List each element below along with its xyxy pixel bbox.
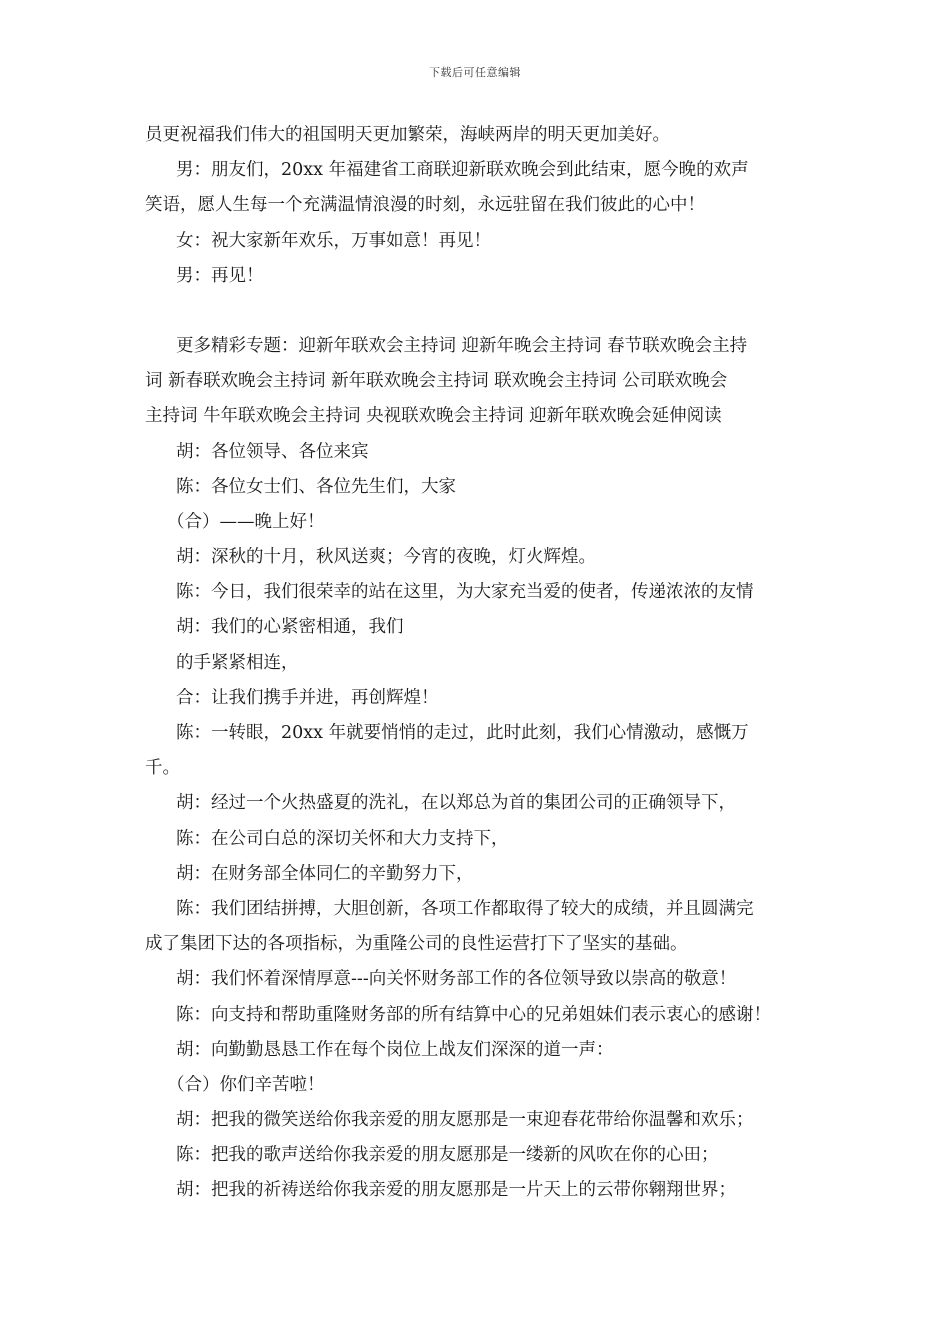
text-line: 胡：各位领导、各位来宾 [176, 441, 369, 462]
text-line: 成了集团下达的各项指标，为重隆公司的良性运营打下了坚实的基础。 [145, 934, 688, 955]
text-line: 千。 [145, 758, 180, 779]
text-line: 的手紧紧相连， [176, 652, 299, 673]
document-body [145, 118, 815, 1209]
text-line: （合）你们辛苦啦！ [167, 1074, 325, 1095]
text-line: 胡：向勤勤恳恳工作在每个岗位上战友们深深的道一声： [176, 1039, 614, 1060]
text-line: 胡：经过一个火热盛夏的洗礼，在以郑总为首的集团公司的正确领导下， [176, 793, 736, 814]
text-line: 男：再见！ [176, 265, 264, 286]
page-header: 下载后可任意编辑 [429, 66, 521, 79]
text-line: 陈：在公司白总的深切关怀和大力支持下， [176, 828, 509, 849]
text-line: 胡：我们怀着深情厚意---向关怀财务部工作的各位领导致以崇高的敬意！ [176, 969, 737, 990]
text-line: 胡：我们的心紧密相通，我们 [176, 617, 404, 638]
text-line: 合：让我们携手并进，再创辉煌！ [176, 687, 439, 708]
text-line: 词 新春联欢晚会主持词 新年联欢晚会主持词 联欢晚会主持词 公司联欢晚会 [145, 371, 728, 392]
text-line: 主持词 牛年联欢晚会主持词 央视联欢晚会主持词 迎新年联欢晚会延伸阅读 [145, 406, 722, 427]
text-line: 陈：一转眼，20xx 年就要悄悄的走过，此时此刻，我们心情激动，感慨万 [176, 723, 749, 743]
text-line: 胡：在财务部全体同仁的辛勤努力下， [176, 863, 474, 884]
text-line: 陈：我们团结拼搏，大胆创新，各项工作都取得了较大的成绩，并且圆满完 [176, 898, 754, 919]
paragraph-gap [145, 294, 815, 329]
text-line: 员更祝福我们伟大的祖国明天更加繁荣，海峡两岸的明天更加美好。 [145, 125, 670, 145]
text-line: 男：朋友们，20xx 年福建省工商联迎新联欢晚会到此结束，愿今晚的欢声 [176, 160, 749, 181]
text-line: 胡：深秋的十月，秋风送爽；今宵的夜晚，灯火辉煌。 [176, 547, 596, 568]
text-line: 陈：各位女士们、各位先生们，大家 [176, 476, 456, 497]
text-line: （合）——晚上好！ [167, 511, 325, 532]
text-line: 女：祝大家新年欢乐，万事如意！再见！ [176, 230, 491, 251]
text-line: 陈：今日，我们很荣幸的站在这里，为大家充当爱的使者，传递浓浓的友情 [176, 582, 754, 603]
text-line: 更多精彩专题：迎新年联欢会主持词 迎新年晚会主持词 春节联欢晚会主持 [176, 335, 748, 356]
text-line: 陈：把我的歌声送给你我亲爱的朋友愿那是一缕新的风吹在你的心田； [176, 1145, 719, 1166]
text-line: 笑语，愿人生每一个充满温情浪漫的时刻，永远驻留在我们彼此的心中！ [145, 195, 705, 216]
text-line: 胡：把我的微笑送给你我亲爱的朋友愿那是一束迎春花带给你温馨和欢乐； [176, 1110, 754, 1131]
text-line: 陈：向支持和帮助重隆财务部的所有结算中心的兄弟姐妹们表示衷心的感谢！ [176, 1004, 771, 1025]
text-line: 胡：把我的祈祷送给你我亲爱的朋友愿那是一片天上的云带你翱翔世界； [176, 1180, 736, 1201]
